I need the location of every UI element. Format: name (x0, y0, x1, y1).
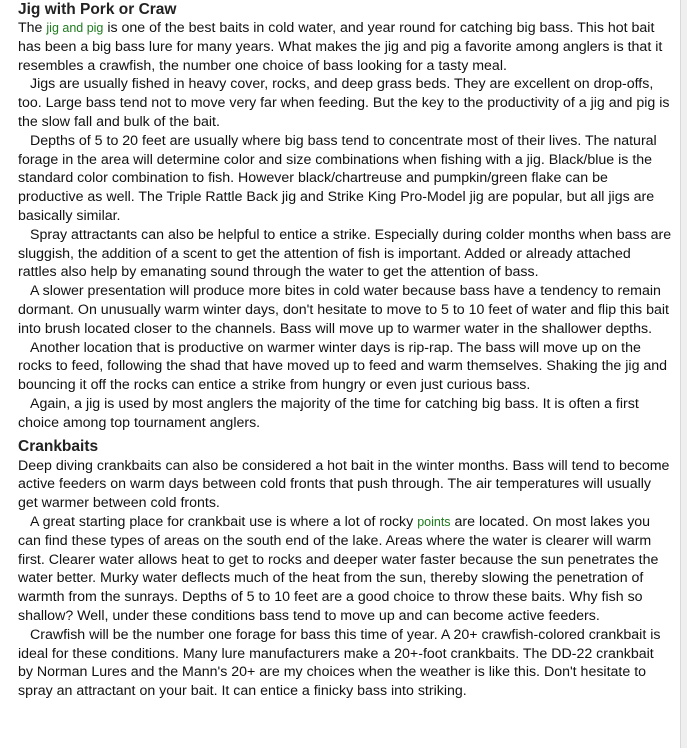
paragraph: Jigs are usually fished in heavy cover, rocks, and deep grass beds. They are excellent on drop-offs, too. Large bass tend not to move very far when feeding. But the key to the productivity of a jig and pig is the slow fall and bulk of the bait. (18, 76, 670, 130)
section-heading-jig: Jig with Pork or Craw (18, 1, 177, 18)
link-jig-and-pig[interactable]: jig and pig (46, 21, 104, 35)
paragraph: Crawfish will be the number one forage for bass this time of year. A 20+ crawfish-colored crankbait is ideal for these conditions. Many lure manufacturers make a 20+-foot crankbaits. The DD-22 crankbait by Norman Lures and the Mann's 20+ are my choices when the weather is like this. Don't hesitate to spray an attractant on your bait. It can entice a finicky bass into striking. (18, 626, 661, 700)
text: are located. On most lakes you can find these types of areas on the south end of the lake. Areas where the water is clearer will warm first. Clearer water allows heat to get to rocks and deeper water faster because the sun penetrates the water better. Murky water deflects much of the heat from the sun, thereby slowing the penetration of warmth from the sunrays. Depths of 5 to 10 feet are a good choice to throw these baits. Why fish so shallow? Well, under these conditions bass tend to move up and can become active feeders. (18, 513, 659, 624)
link-points[interactable]: points (417, 514, 451, 529)
text: A great starting place for crankbait use is where a lot of rocky (30, 513, 418, 530)
window-edge (680, 0, 687, 748)
paragraph: Again, a jig is used by most anglers the majority of the time for catching big bass. It is often a first choice among top tournament anglers. (18, 395, 639, 431)
paragraph: Spray attractants can also be helpful to entice a strike. Especially during colder months when bass are sluggish, the addition of a scent to get the attention of fish is important. Added or already attached rattles also help by emanating sound through the water to get the attention of bass. (18, 226, 672, 281)
text: The (18, 20, 47, 36)
paragraph (18, 19, 672, 75)
paragraph (18, 513, 672, 626)
paragraph: A slower presentation will produce more bites in cold water because bass have a tendency to remain dormant. On unusually warm winter days, don't hesitate to move to 5 to 10 feet of water and flip this bait into brush located closer to the channels. Bass will move up to warmer water in the shallower depths. (18, 283, 669, 337)
paragraph: Deep diving crankbaits can also be considered a hot bait in the winter months. Bass will tend to become active feeders on warm days between cold fronts that push through. The air temperatures will usually get warmer between cold fronts. (18, 457, 670, 512)
section-heading-crankbaits: Crankbaits (18, 437, 99, 455)
paragraph: Another location that is productive on warmer winter days is rip-rap. The bass will move up on the rocks to feed, following the shad that have moved up to feed and warm themselves. Shaking the jig and bouncing it off the rocks can entice a strike from hungry or even just curious bass. (18, 339, 668, 394)
text: is one of the best baits in cold water, and year round for catching big bass. This hot bait has been a big bass lure for many years. What makes the jig and pig a favorite among anglers is that it resembles a crawfish, the number one choice of bass looking for a tasty meal. (18, 20, 663, 74)
paragraph: Depths of 5 to 20 feet are usually where big bass tend to concentrate most of their lives. The natural forage in the area will determine color and size combinations when fishing with a jig. Black/blue is the standard color combination to fish. However black/chartreuse and pumpkin/green flake can be productive as well. The Triple Rattle Back jig and Strike King Pro-Model jig are popular, but all jigs are basically similar. (18, 132, 657, 224)
